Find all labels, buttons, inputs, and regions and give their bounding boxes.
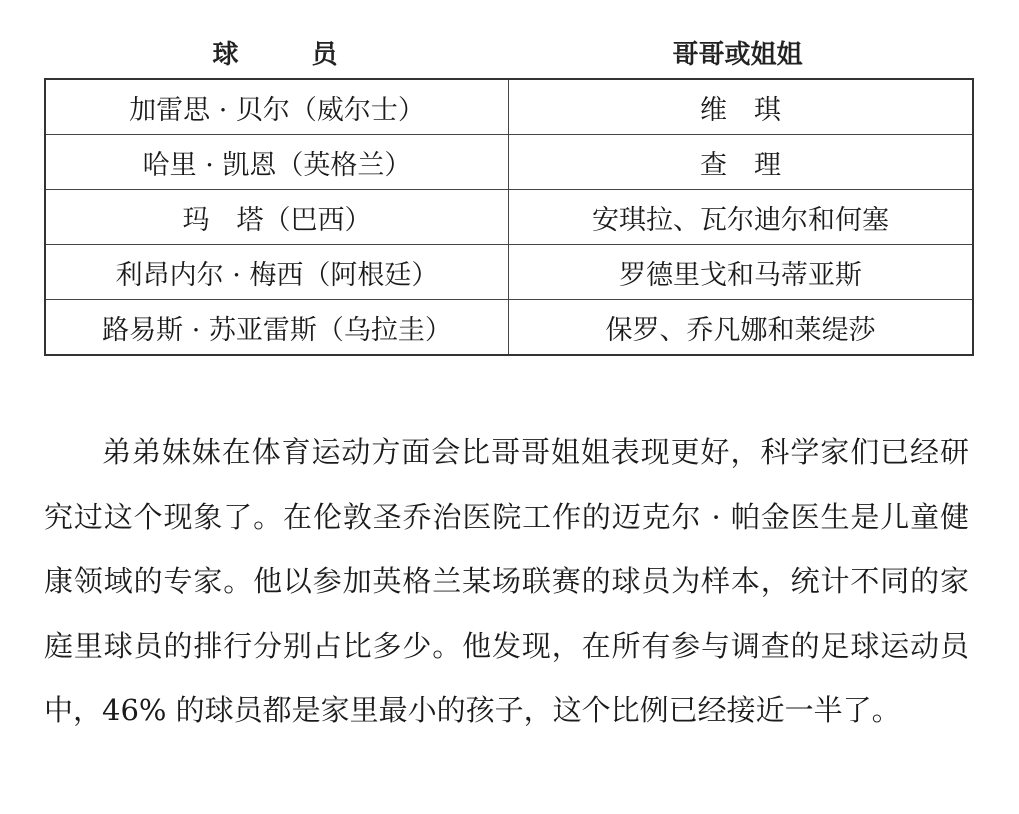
column-header-players: 球 员 [212, 39, 370, 70]
table-row [45, 135, 973, 190]
table-row [45, 245, 973, 300]
siblings-cell: 罗德里戈和马蒂亚斯 [509, 245, 974, 300]
player-cell: 路易斯 · 苏亚雷斯（乌拉圭） [45, 300, 509, 356]
table-header-row [44, 30, 969, 74]
siblings-cell: 维 琪 [509, 79, 974, 135]
player-cell: 玛 塔（巴西） [45, 190, 509, 245]
players-table [44, 78, 974, 356]
table-row [45, 190, 973, 245]
siblings-cell: 安琪拉、瓦尔迪尔和何塞 [509, 190, 974, 245]
column-header-siblings: 哥哥或姐姐 [672, 39, 803, 70]
body-paragraph: 弟弟妹妹在体育运动方面会比哥哥姐姐表现更好，科学家们已经研究过这个现象了。在伦敦圣乔治医院工作的迈克尔 · 帕金医生是儿童健康领域的专家。他以参加英格兰某场联赛的球员为样本，统计不同的家庭里球员的排行分别占比多少。他发现，在所有参与调查的足球运动员中，46% 的球员都是家里最小的孩子，这个比例已经接近一半了。 [44, 435, 969, 727]
table-row [45, 300, 973, 356]
siblings-cell: 保罗、乔凡娜和莱缇莎 [509, 300, 974, 356]
player-cell: 利昂内尔 · 梅西（阿根廷） [45, 245, 509, 300]
table-row [45, 79, 973, 135]
siblings-cell: 查 理 [509, 135, 974, 190]
player-cell: 加雷思 · 贝尔（威尔士） [45, 79, 509, 135]
player-cell: 哈里 · 凯恩（英格兰） [45, 135, 509, 190]
